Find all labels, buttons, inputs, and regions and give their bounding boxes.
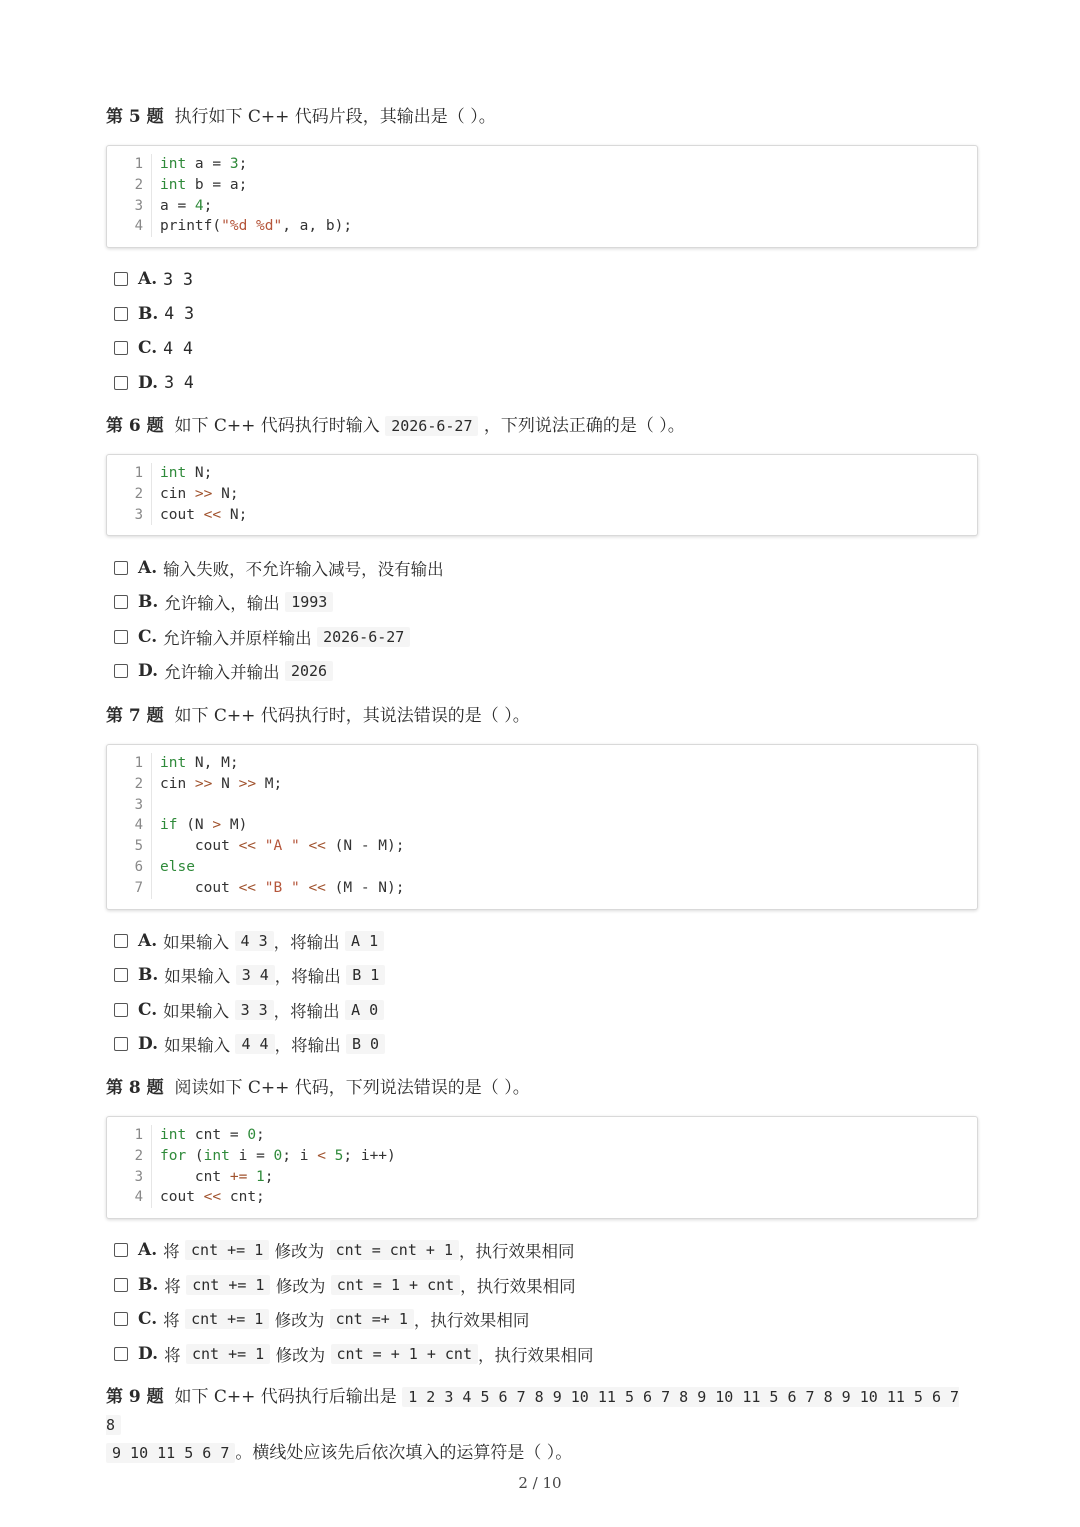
option-b[interactable]: B. 如果输入 3 4 ，将输出 B 1: [106, 958, 978, 993]
checkbox-icon[interactable]: [114, 595, 128, 609]
code-line: printf("%d %d", a, b);: [160, 218, 353, 235]
code-line: int cnt = 0;: [160, 1127, 265, 1143]
code-line: for (int i = 0; i < 5; i++): [160, 1147, 396, 1164]
question-7: [106, 702, 978, 1062]
code-block: [106, 145, 978, 248]
question-5: [106, 103, 978, 400]
option-b[interactable]: B. 将 cnt += 1 修改为 cnt = 1 + cnt ，执行效果相同: [106, 1268, 978, 1303]
question-6: [106, 412, 978, 688]
option-b[interactable]: B. 允许输入，输出 1993: [106, 585, 978, 620]
line-numbers: 1 2 3 4: [107, 154, 152, 237]
page-number: 2 / 10: [518, 1474, 562, 1492]
code-lines: [152, 1125, 396, 1208]
code-line: cout << "B " << (M - N);: [160, 879, 405, 896]
option-c[interactable]: C. 4 4: [106, 331, 978, 366]
question-text: 如下 C++ 代码执行时，其说法错误的是（ ）。: [174, 706, 530, 726]
code-block: [106, 454, 978, 536]
option-c[interactable]: C. 如果输入 3 3 ，将输出 A 0: [106, 993, 978, 1028]
code-line: cout << cnt;: [160, 1189, 265, 1206]
question-label: 第 8 题: [106, 1078, 164, 1098]
code-line: cout << N;: [160, 506, 248, 523]
code-line: int b = a;: [160, 176, 248, 193]
code-line: cin >> N;: [160, 485, 239, 502]
option-a[interactable]: A. 输入失败，不允许输入减号，没有输出: [106, 550, 978, 585]
code-line: int N, M;: [160, 755, 239, 771]
checkbox-icon[interactable]: [114, 1243, 128, 1257]
option-a[interactable]: A. 3 3: [106, 262, 978, 297]
checkbox-icon[interactable]: [114, 1037, 128, 1051]
question-label: 第 9 题: [106, 1387, 164, 1407]
code-line: cnt += 1;: [160, 1168, 274, 1185]
code-lines: [152, 463, 247, 525]
inline-code: 2026-6-27: [385, 416, 478, 436]
checkbox-icon[interactable]: [114, 272, 128, 286]
question-label: 第 5 题: [106, 107, 164, 127]
option-d[interactable]: D. 如果输入 4 4 ，将输出 B 0: [106, 1027, 978, 1062]
question-title: [106, 702, 978, 730]
question-label: 第 7 题: [106, 706, 164, 726]
code-line: int a = 3;: [160, 156, 248, 172]
code-line: a = 4;: [160, 197, 213, 214]
option-d[interactable]: D. 将 cnt += 1 修改为 cnt = + 1 + cnt ，执行效果相同: [106, 1337, 978, 1372]
code-block: [106, 1116, 978, 1219]
checkbox-icon[interactable]: [114, 561, 128, 575]
inline-code: 1 2 3 4 5 6 7 8 9 10 11 5 6 7 8 9 10 11 5 6 7 8 9 10 11 5 6 7 8: [106, 1388, 960, 1434]
code-line: [160, 795, 404, 816]
checkbox-icon[interactable]: [114, 376, 128, 390]
line-numbers: 1 2 3: [107, 463, 152, 525]
code-line: if (N > M): [160, 817, 248, 834]
code-lines: [152, 753, 404, 899]
option-c[interactable]: C. 将 cnt += 1 修改为 cnt =+ 1 ，执行效果相同: [106, 1302, 978, 1337]
checkbox-icon[interactable]: [114, 1347, 128, 1361]
checkbox-icon[interactable]: [114, 1003, 128, 1017]
code-lines: [152, 154, 352, 237]
line-numbers: 1 2 3 4 5 6 7: [107, 753, 152, 899]
checkbox-icon[interactable]: [114, 1312, 128, 1326]
inline-code: 9 10 11 5 6 7: [106, 1443, 235, 1463]
checkbox-icon[interactable]: [114, 968, 128, 982]
checkbox-icon[interactable]: [114, 630, 128, 644]
options-list: [106, 1233, 978, 1371]
option-b[interactable]: B. 4 3: [106, 297, 978, 332]
code-line: cin >> N >> M;: [160, 775, 283, 792]
question-text: 阅读如下 C++ 代码，下列说法错误的是（ ）。: [174, 1078, 530, 1098]
option-a[interactable]: A. 如果输入 4 3 ，将输出 A 1: [106, 924, 978, 959]
code-line: int N;: [160, 465, 213, 481]
options-list: [106, 550, 978, 688]
code-block: [106, 744, 978, 910]
checkbox-icon[interactable]: [114, 1278, 128, 1292]
options-list: [106, 924, 978, 1062]
question-title: 第 6 题 如下 C++ 代码执行时输入 2026-6-27 ，下列说法正确的是（ ）。: [106, 416, 685, 436]
checkbox-icon[interactable]: [114, 664, 128, 678]
question-title: [106, 1074, 978, 1102]
question-title: [106, 103, 978, 131]
question-9: [106, 1383, 978, 1467]
checkbox-icon[interactable]: [114, 934, 128, 948]
checkbox-icon[interactable]: [114, 307, 128, 321]
option-d[interactable]: D. 允许输入并输出 2026: [106, 654, 978, 689]
question-label: 第 6 题: [106, 416, 164, 436]
checkbox-icon[interactable]: [114, 341, 128, 355]
option-d[interactable]: D. 3 4: [106, 366, 978, 401]
code-line: cout << "A " << (N - M);: [160, 838, 405, 855]
line-numbers: 1 2 3 4: [107, 1125, 152, 1208]
code-line: else: [160, 858, 195, 875]
question-title-cont: 9 10 11 5 6 7 。横线处应该先后依次填入的运算符是（ ）。: [106, 1439, 978, 1467]
question-title: 第 9 题 如下 C++ 代码执行后输出是 1 2 3 4 5 6 7 8 9 10 11 5 6 7 8 9 10 11 5 6 7 8 9 10 11 5 6 7 8: [106, 1387, 960, 1434]
question-8: [106, 1074, 978, 1371]
option-a[interactable]: A. 将 cnt += 1 修改为 cnt = cnt + 1 ，执行效果相同: [106, 1233, 978, 1268]
options-list: [106, 262, 978, 400]
question-text: 执行如下 C++ 代码片段，其输出是（ ）。: [174, 107, 496, 127]
option-c[interactable]: C. 允许输入并原样输出 2026-6-27: [106, 619, 978, 654]
